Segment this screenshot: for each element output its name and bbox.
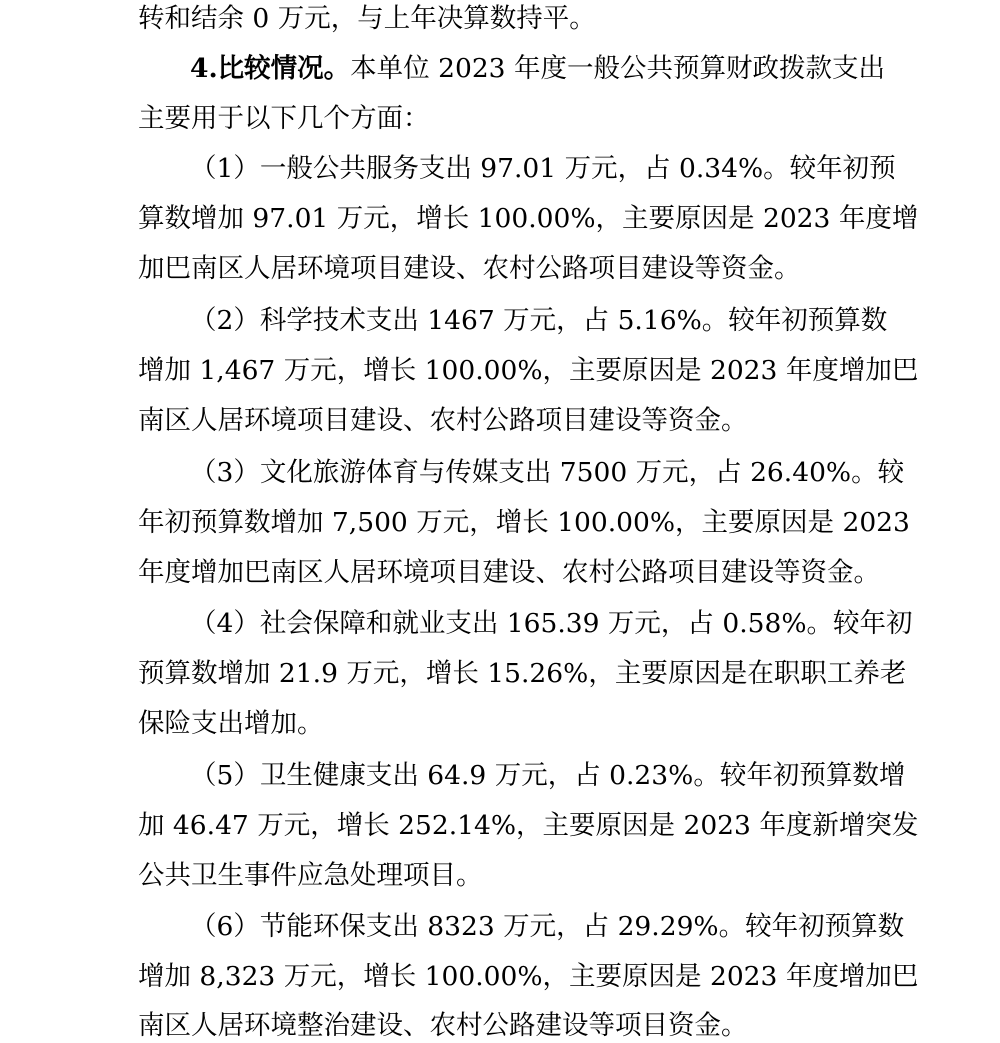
text-line: 公共卫生事件应急处理项目。	[138, 860, 483, 891]
item-6-line: （6）节能环保支出 8323 万元，占 29.29%。较年初预算数	[190, 911, 905, 942]
text-line: 南区人居环境项目建设、农村公路项目建设等资金。	[138, 405, 748, 436]
text-line: 预算数增加 21.9 万元，增长 15.26%，主要原因是在职职工养老	[138, 658, 907, 689]
text-line: 保险支出增加。	[138, 708, 324, 739]
item-1-line: （1）一般公共服务支出 97.01 万元，占 0.34%。较年初预	[190, 153, 896, 184]
text-line: 年初预算数增加 7,500 万元，增长 100.00%，主要原因是 2023	[138, 507, 910, 538]
text-line: 增加 8,323 万元，增长 100.00%，主要原因是 2023 年度增加巴	[138, 961, 919, 992]
text-line: 加巴南区人居环境项目建设、农村公路项目建设等资金。	[138, 253, 801, 284]
text-line: 增加 1,467 万元，增长 100.00%，主要原因是 2023 年度增加巴	[138, 355, 919, 386]
item-2-line: （2）科学技术支出 1467 万元，占 5.16%。较年初预算数	[190, 305, 888, 336]
item-5-line: （5）卫生健康支出 64.9 万元，占 0.23%。较年初预算数增	[190, 760, 906, 791]
section-text: 本单位 2023 年度一般公共预算财政拨款支出	[350, 53, 885, 84]
text-line: 算数增加 97.01 万元，增长 100.00%，主要原因是 2023 年度增	[138, 203, 919, 234]
section-line	[190, 52, 885, 86]
text-line: 主要用于以下几个方面：	[138, 103, 430, 134]
text-line: 年度增加巴南区人居环境项目建设、农村公路项目建设等资金。	[138, 557, 880, 588]
text-line: 南区人居环境整治建设、农村公路建设等项目资金。	[138, 1010, 748, 1041]
text-line: 加 46.47 万元，增长 252.14%，主要原因是 2023 年度新增突发	[138, 810, 919, 841]
item-3-line: （3）文化旅游体育与传媒支出 7500 万元，占 26.40%。较	[190, 457, 905, 488]
section-heading: 4.比较情况。	[190, 53, 351, 84]
text-line: 转和结余 0 万元，与上年决算数持平。	[138, 3, 596, 34]
item-4-line: （4）社会保障和就业支出 165.39 万元，占 0.58%。较年初	[190, 608, 913, 639]
